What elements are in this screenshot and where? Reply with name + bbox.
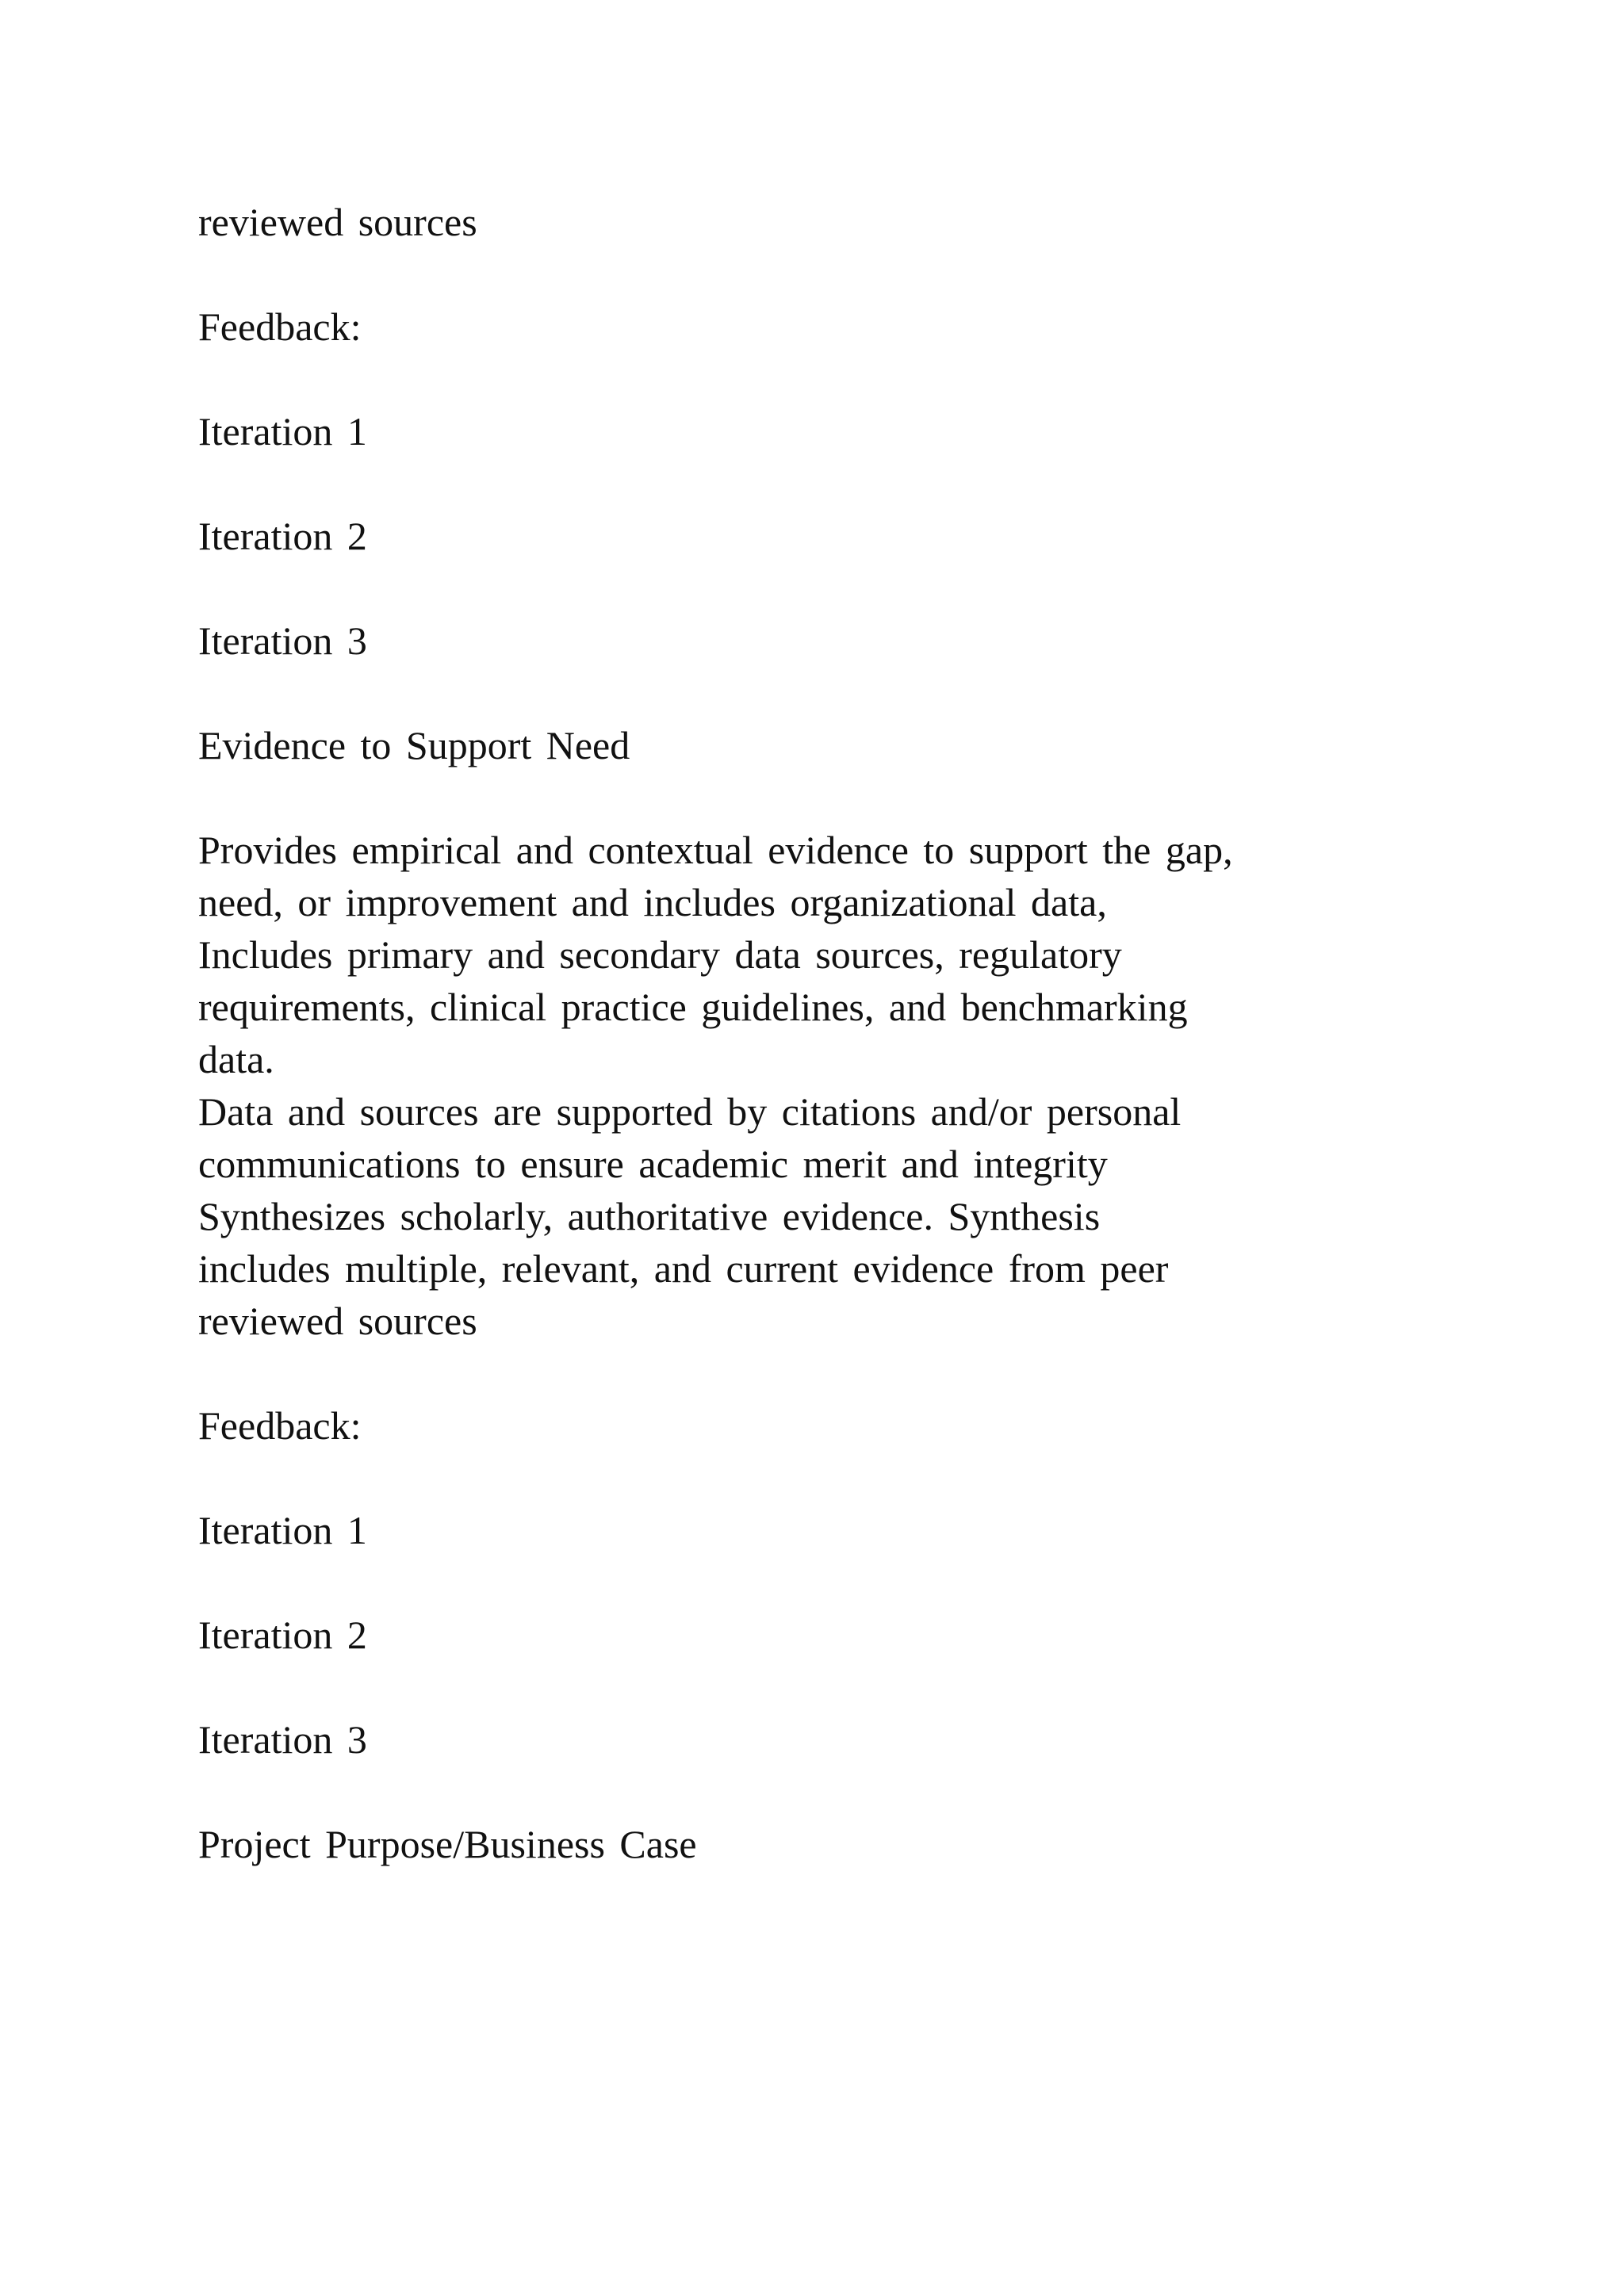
paragraph-line: reviewed sources xyxy=(198,1299,477,1343)
feedback-label: Feedback: xyxy=(198,1403,362,1448)
paragraph-line: requirements, clinical practice guidelines, and benchmarking xyxy=(198,985,1188,1029)
paragraph-line: Data and sources are supported by citations and/or personal xyxy=(198,1089,1182,1134)
reviewed-sources-text: reviewed sources xyxy=(198,200,477,244)
paragraph-line: Synthesizes scholarly, authoritative evidence. Synthesis xyxy=(198,1194,1101,1238)
iteration-1-label: Iteration 1 xyxy=(198,1508,367,1552)
paragraph-line: communications to ensure academic merit and integrity xyxy=(198,1142,1108,1186)
section-heading-evidence: Evidence to Support Need xyxy=(198,723,630,767)
section-heading-project-purpose: Project Purpose/Business Case xyxy=(198,1822,697,1866)
paragraph-line: includes multiple, relevant, and current evidence from peer xyxy=(198,1246,1169,1291)
paragraph-line: need, or improvement and includes organizational data, xyxy=(198,880,1107,924)
iteration-2-label: Iteration 2 xyxy=(198,514,367,558)
feedback-label: Feedback: xyxy=(198,304,362,349)
iteration-1-label: Iteration 1 xyxy=(198,409,367,453)
paragraph-line: Provides empirical and contextual evidence to support the gap, xyxy=(198,828,1233,872)
iteration-2-label: Iteration 2 xyxy=(198,1613,367,1657)
iteration-3-label: Iteration 3 xyxy=(198,1717,367,1762)
paragraph-line: Includes primary and secondary data sources, regulatory xyxy=(198,932,1122,977)
iteration-3-label: Iteration 3 xyxy=(198,618,367,663)
paragraph-line: data. xyxy=(198,1037,274,1081)
